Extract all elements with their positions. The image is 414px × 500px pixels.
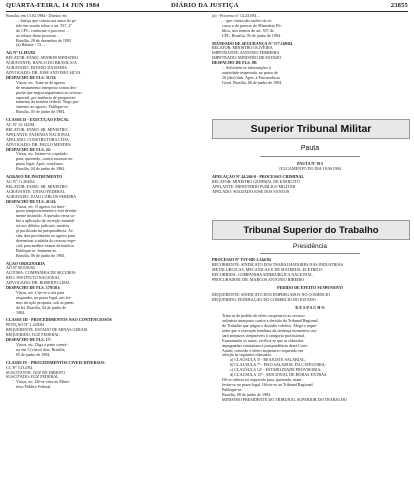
text-line: D E S P A C H O — [295, 306, 325, 311]
tst-title: Tribunal Superior do Trabalho — [243, 224, 379, 236]
text-line: de instrumento interposto contra des- — [16, 85, 77, 90]
text-line: tido em sessão sobre o art. 557, 2º — [16, 23, 72, 28]
text-line: MANDADO DE SEGURANÇA Nº 577.169/84 — [212, 41, 293, 46]
text-line: impugnadas contrariam a jurisprudência desta Corte. — [222, 343, 309, 348]
text-line: RÉU: INSTITUTO NACIONAL — [6, 276, 61, 281]
text-line: PEDIDO DE EFEITO SUSPENSIVO — [277, 285, 343, 290]
text-line: bre a aplicação da correção monetá- — [16, 219, 75, 224]
text-line: ... que consta das razões do re- — [222, 18, 273, 23]
text-line: PAUTA Nº 013 — [297, 162, 323, 166]
text-line: sim, dou provimento ao agravo para — [16, 233, 76, 238]
text-line: Publique-se. Intimem-se. — [16, 248, 58, 253]
text-line: especial, por ausência de prequestio- — [16, 95, 77, 100]
text-line: AC Nº 13.142/84 — [6, 123, 35, 128]
tst-rule — [260, 253, 360, 254]
text-line: APELADO: SOLDADO JOSÉ DOS SANTOS — [212, 189, 290, 194]
text-line: responder, no prazo legal, aos ter- — [16, 295, 72, 300]
text-line: Brasília, em 13.02.1984 - Diretor, etc. — [6, 14, 69, 18]
text-line: Brasília, 06 de junho de 1984. — [16, 253, 66, 258]
text-line: Brasília, 08 de junho de 1984. — [222, 392, 272, 397]
text-line: ao relator deste processo ... — [16, 33, 61, 38]
text-line: festar-se no prazo legal. Oficie-se ao Tribunal Regional. — [222, 382, 314, 387]
text-line: ... Solicitem-se informações à — [222, 66, 271, 71]
text-line: CPC. Brasília, 05 de junho de 1984. — [222, 33, 282, 38]
text-line: RECORRIDA: COMPANHIA SIDERÚRGICA NACIONAL — [212, 272, 313, 277]
text-line: Brasília, 05 de junho de 1984. — [16, 110, 66, 115]
text-line: AGRAVANTE: UNIÃO FEDERAL — [6, 189, 66, 194]
text-line: APELANTE: FAZENDA NACIONAL — [6, 132, 71, 137]
text-line: METALÚRGICAS, MECÂNICAS E DE MATERIAL ELÉTRICO — [212, 267, 323, 272]
text-line: já pacificada na jurisprudência. As- — [16, 229, 74, 234]
right-column-top — [212, 14, 408, 94]
text-line: DESPACHO DE FLS. 22: — [6, 147, 52, 152]
stm-body — [212, 162, 408, 212]
text-line: REQUERIDO: JUIZ FEDERAL — [6, 333, 60, 338]
text-line: PROCURADOR: DR. MARCOS ANTÔNIO RIBEIRO — [212, 277, 305, 282]
text-line: sará prejuízos irreparáveis à categoria profissional. — [222, 333, 306, 338]
text-line: IMPETRADO: MINISTRO DE ESTADO — [212, 56, 282, 61]
text-line: RELATOR: EXMO. SR. MINISTRO — [6, 127, 68, 132]
text-line: 10 (dez) dias. Após, à Procuradoria — [222, 75, 280, 80]
header-page-number: 23855 — [390, 2, 408, 9]
text-line: RECORRENTE: SINDICATO DOS TRABALHADORES NAS INDÚSTRIAS — [212, 262, 343, 267]
text-line: AÇÃO ORIGINÁRIA — [6, 261, 46, 266]
header-date: QUARTA-FEIRA, 14 JUN 1984 — [6, 2, 100, 9]
text-line: RELATOR: EXMO. SENHOR MINISTRO — [6, 56, 78, 61]
text-line: Vistos, etc. Cite-se o réu para — [16, 290, 65, 295]
text-line: AGRAVADO: JOÃO CARLOS PEREIRA — [6, 194, 77, 199]
text-line: c) CLÁUSULA 12ª - ESTABILIDADE PROVISÓRIA; — [230, 368, 322, 373]
stm-rule — [260, 156, 360, 157]
left-column — [6, 14, 202, 496]
text-line: mente instruído. A questão versa so- — [16, 214, 76, 219]
text-line: ADVOGADO: DR. JOSÉ ANTÔNIO SILVA — [6, 70, 81, 75]
text-line: Vistos, etc. Trata-se de agravo — [16, 80, 66, 85]
text-line: CLASSE IV - PROCEDIMENTOS CÍVEIS DIVERSOS — [6, 360, 105, 365]
text-line: ADVOGADO: DR. ROBERTO LIMA — [6, 281, 70, 286]
text-line: PETIÇÃO Nº 1.228/84 — [6, 323, 44, 328]
tst-body — [212, 258, 408, 496]
text-line: Trata-se de pedido de efeito suspensivo ao recurso — [222, 314, 305, 319]
text-line: ... Justiça que consta nos autos do pr- — [16, 18, 77, 23]
text-line: ordinário interposto contra a decisão do Tribunal Regional — [222, 319, 318, 324]
text-line: do CPC, conforme o processo ... — [16, 28, 70, 33]
text-line: 05 de junho de 1984. — [16, 352, 51, 357]
text-line: Brasília, 04 de junho de 1984. — [16, 167, 66, 172]
text-line: pacho que negou seguimento ao recurso — [16, 90, 82, 95]
text-line: REQUERIDO: FEDERAÇÃO DO COMÉRCIO DO ESTADO — [212, 298, 316, 303]
text-line: DESPACHO DE FLS. 179/181: — [6, 286, 61, 291]
text-line: Vistos, etc. Diga a parte contrá- — [16, 343, 68, 347]
text-line: posto tempestivamente e está devida- — [16, 209, 78, 214]
text-line: mos da ação proposta, sob as penas — [16, 300, 74, 305]
text-line: Dê-se ciência ao requerido para, querendo, mani- — [222, 377, 303, 382]
text-line: ria aos débitos judiciais, matéria — [16, 224, 69, 229]
text-line: namento da matéria federal. Nego pro- — [16, 100, 80, 105]
text-line: AG Nº 11.183/84 — [6, 51, 35, 56]
text-line: vimento ao agravo. Publique-se. — [16, 105, 69, 110]
text-line: REQUERENTE: ESTADO DE MINAS GERAIS — [6, 328, 88, 333]
text-line: da lei. Brasília, 04 de junho de — [16, 305, 67, 310]
tst-banner — [212, 220, 410, 240]
text-line: DESPACHO DE FLS. 17: — [6, 338, 52, 343]
text-line: MINISTRO PRESIDENTE DO TRIBUNAL SUPERIOR DO TRABALHO — [222, 397, 347, 402]
text-line: autoridade impetrada, no prazo de — [222, 70, 278, 75]
text-line: AG Nº 11.204/84 — [6, 180, 35, 184]
text-line: Vistos, etc. O agravo foi inter- — [16, 204, 66, 209]
text-line: do Trabalho que julgou o dissídio coletivo. Alega o reque- — [222, 323, 318, 328]
text-line: Vistos, etc. Intime-se o apelado — [16, 152, 68, 157]
text-line: SUSCITANTE: JUIZ DE DIREITO — [6, 370, 66, 375]
stm-section-title: Pauta — [300, 145, 320, 152]
text-line: tério Público Federal. — [16, 385, 52, 390]
text-line: RELATOR: MINISTRO OLIVEIRA — [212, 46, 273, 51]
text-line: d) CLÁUSULA 15ª - ADICIONAL DE HORAS EXTRAS. — [230, 373, 328, 378]
stm-banner — [212, 119, 410, 139]
text-line: CLASSE II - EXECUÇÃO FISCAL — [6, 118, 70, 123]
text-line: blico, nos termos do art. 557 do — [222, 28, 274, 33]
text-line: Assim, concedo o efeito suspensivo requerido em — [222, 348, 304, 353]
text-line: ria em 5 (cinco) dias. Brasília, — [16, 347, 66, 352]
text-line: Geral. Brasília, 06 de junho de 1984. — [222, 80, 283, 85]
text-line: APELADO: CONSTRUTORA LTDA — [6, 137, 69, 142]
text-line: IMPETRANTE: ANTÔNIO FERREIRA — [212, 51, 280, 56]
text-line: CLASSE III - PROCEDIMENTOS NÃO CONTENCIOSOS — [6, 318, 112, 323]
text-line: AO Nº 00.038/84 — [6, 266, 35, 271]
text-line: (a) - Processo nº 14.231/84 ... — [212, 14, 261, 18]
text-line: AGRAVO DE INSTRUMENTO — [6, 175, 63, 180]
text-line: (a) Relator - 13 ... — [16, 43, 46, 48]
page-header — [6, 2, 408, 12]
text-line: curso e do parecer do Ministério Pú- — [222, 23, 282, 28]
tst-section-title: Presidência — [293, 243, 327, 250]
header-publication: DIÁRIO DA JUSTIÇA — [171, 2, 239, 9]
text-line: DESPACHO DE FLS. 98: — [212, 61, 258, 66]
text-line: SUSCITADO: JUIZ FEDERAL — [6, 375, 59, 380]
text-line: JULGAMENTO DO DIA 18.06.1984 — [279, 166, 341, 171]
text-line: AGRAVANTE: BANCO DO BRASIL S/A — [6, 61, 77, 66]
text-line: PROCESSO Nº TST-RR-2.344/84 — [212, 258, 271, 262]
text-line: Publique-se. — [222, 387, 243, 392]
text-line: CC Nº 5.112/84 — [6, 365, 33, 370]
text-line: APELANTE: MINISTÉRIO PÚBLICO MILITAR — [212, 184, 296, 189]
text-line: 1984. — [16, 310, 26, 315]
text-line: Vistos, etc. Dê-se vista ao Minis- — [16, 380, 71, 385]
text-line: DESPACHO DE FLS. 31/33: — [6, 75, 57, 80]
text-line: DESPACHO DE FLS. 41/43: — [6, 199, 57, 204]
text-line: rente que a execução imediata da sentença normativa cau- — [222, 328, 318, 333]
text-line: RELATOR: MINISTRO GENERAL DE EXÉRCITO — [212, 179, 300, 184]
text-line: ADVOGADO: DR. PAULO MENDES — [6, 142, 71, 147]
text-line: a) CLÁUSULA 3ª - REAJUSTE SALARIAL; — [230, 358, 306, 363]
text-line: para, querendo, contra-arrazoar no — [16, 157, 73, 162]
text-line: relação às seguintes cláusulas: — [222, 353, 272, 358]
text-line: prazo legal. Após, conclusos. — [16, 162, 64, 167]
text-line: Brasília, 28 de dezembro de 1983 — [16, 38, 72, 43]
text-line: b) CLÁUSULA 7ª - PISO SALARIAL DA CATEGORIA; — [230, 363, 326, 368]
text-line: cial, para melhor exame da matéria. — [16, 243, 75, 248]
text-line: REQUERENTE: SINDICATO DOS EMPREGADOS NO COMÉRCIO — [212, 293, 331, 298]
stm-title: Superior Tribunal Militar — [250, 123, 372, 135]
text-line: RELATOR: EXMO. SR. MINISTRO — [6, 184, 68, 189]
text-line: AUTORA: COMPANHIA DE SEGUROS — [6, 271, 76, 276]
text-line: determinar a subida do recurso espe- — [16, 238, 77, 243]
text-line: Examinados os autos, verifica-se que as cláusulas — [222, 338, 304, 343]
text-line: AGRAVADO: ESTADO DA BAHIA — [6, 66, 68, 71]
text-line: APELAÇÃO Nº 44.266-0 - PROCESSO CRIMINAL — [212, 174, 305, 179]
